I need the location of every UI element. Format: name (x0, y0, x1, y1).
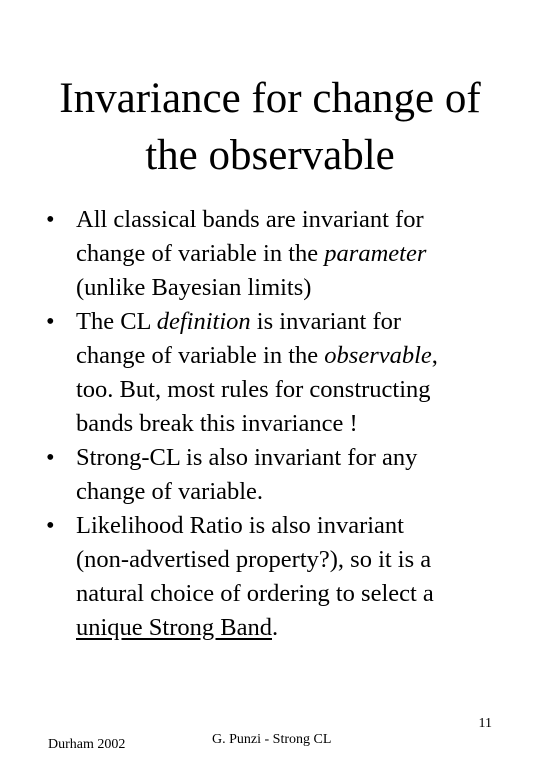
underlined-text: unique Strong Band (76, 614, 272, 641)
bullet-text: is invariant for (250, 308, 402, 335)
bullet-text-line: too. But, most rules for constructing (76, 376, 431, 403)
bullet-text: change of variable in the (76, 342, 325, 369)
bullet-text: The CL (76, 308, 157, 335)
footer-event: Durham 2002 (48, 737, 126, 752)
bullet-item (46, 305, 526, 441)
bullet-list (46, 203, 526, 645)
bullet-item (46, 509, 526, 645)
bullet-text-line: Strong-CL is also invariant for any (76, 444, 418, 471)
bullet-text-line (76, 339, 526, 373)
bullet-text-line: (unlike Bayesian limits) (76, 274, 312, 301)
bullet-text-line: bands break this invariance ! (76, 410, 358, 437)
bullet-text: . (272, 614, 279, 641)
bullet-emphasis: definition (156, 308, 251, 335)
page-number: 11 (478, 716, 492, 731)
bullet-text-line (76, 305, 526, 339)
bullet-text-line: Likelihood Ratio is also invariant (76, 512, 404, 539)
bullet-text-line: change of variable. (76, 478, 264, 505)
slide-title (0, 70, 540, 184)
bullet-text-line: (non-advertised property?), so it is a (76, 546, 432, 573)
bullet-icon: • (46, 512, 55, 539)
bullet-item (46, 203, 526, 305)
bullet-item (46, 441, 526, 509)
bullet-text: , (431, 342, 438, 369)
bullet-text-line: natural choice of ordering to select a (76, 580, 434, 607)
bullet-text-line (76, 237, 526, 271)
bullet-icon: • (46, 206, 55, 233)
bullet-emphasis: parameter (324, 240, 427, 267)
slide-title-line-1: Invariance for change of (59, 75, 481, 122)
bullet-text: change of variable in the (76, 240, 325, 267)
bullet-text-line: All classical bands are invariant for (76, 206, 424, 233)
footer-author: G. Punzi - Strong CL (212, 732, 332, 747)
bullet-icon: • (46, 444, 55, 471)
bullet-text-line (76, 611, 526, 645)
bullet-icon: • (46, 308, 55, 335)
bullet-emphasis: observable (324, 342, 432, 369)
slide-title-line-2: the observable (145, 132, 395, 179)
